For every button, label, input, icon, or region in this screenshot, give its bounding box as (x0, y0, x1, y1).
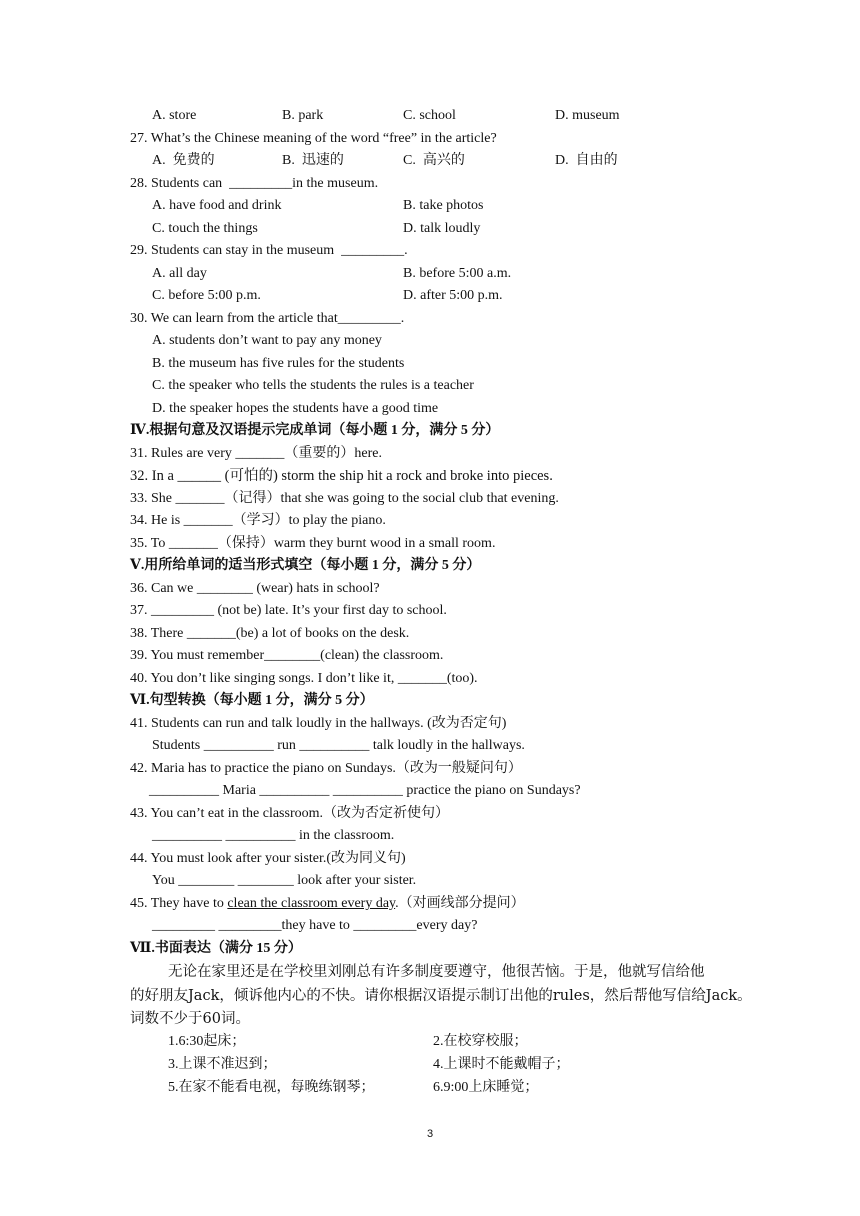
q30-option-b: B. the museum has five rules for the students (152, 356, 405, 371)
q30-option-a: A. students don’t want to pay any money (152, 333, 382, 348)
q27-stem: 27. What’s the Chinese meaning of the word “free” in the article? (130, 131, 497, 146)
writing-prompt-line-3: 词数不少于60词。 (130, 1011, 250, 1027)
q43: 43. You can’t eat in the classroom.（改为否定祈使句） (130, 806, 449, 821)
rule-4: 4.上课时不能戴帽子； (433, 1057, 570, 1072)
q44: 44. You must look after your sister.(改为同义句) (130, 851, 406, 866)
rule-6: 6.9:00上床睡觉； (433, 1080, 539, 1095)
section4-heading: Ⅳ.根据句意及汉语提示完成单词（每小题 1 分，满分 5 分） (130, 423, 500, 438)
q39: 39. You must remember________(clean) the classroom. (130, 648, 444, 663)
q35: 35. To _______（保持）warm they burnt wood in a small room. (130, 536, 496, 551)
page-number: 3 (426, 1128, 434, 1140)
q26-option-a: A. store (152, 108, 197, 123)
q28-option-b: B. take photos (403, 198, 484, 213)
q27-option-b: B. 迅速的 (282, 153, 344, 168)
q41: 41. Students can run and talk loudly in the hallways. (改为否定句) (130, 716, 507, 731)
q34: 34. He is _______（学习）to play the piano. (130, 513, 386, 528)
q40: 40. You don’t like singing songs. I don’t like it, _______(too). (130, 671, 478, 686)
q30-stem: 30. We can learn from the article that_________. (130, 311, 405, 326)
writing-prompt-line-1: 无论在家里还是在学校里刘刚总有许多制度要遵守，他很苦恼。于是，他就写信给他 (168, 964, 705, 980)
q45-suffix: .（对画线部分提问） (395, 896, 525, 911)
rule-2: 2.在校穿校服； (433, 1034, 528, 1049)
q42: 42. Maria has to practice the piano on Sundays.（改为一般疑问句） (130, 761, 522, 776)
q26-option-c: C. school (403, 108, 456, 123)
q32: 32. In a ______ (可怕的) storm the ship hit a rock and broke into pieces. (130, 468, 553, 484)
section6-heading: Ⅵ.句型转换（每小题 1 分，满分 5 分） (130, 693, 374, 708)
q28-option-c: C. touch the things (152, 221, 258, 236)
rule-3: 3.上课不准迟到； (168, 1057, 277, 1072)
writing-prompt-line-2: 的好朋友Jack，倾诉他内心的不快。请你根据汉语提示制订出他的rules，然后帮他写信给Jack。 (130, 988, 752, 1004)
q42-answer-line: __________ Maria __________ __________ practice the piano on Sundays? (149, 783, 581, 798)
q38: 38. There _______(be) a lot of books on the desk. (130, 626, 410, 641)
rule-1: 1.6:30起床； (168, 1034, 246, 1049)
q44-answer-line: You ________ ________ look after your sister. (152, 873, 417, 888)
q45-prefix: 45. They have to (130, 896, 228, 911)
q30-option-d: D. the speaker hopes the students have a good time (152, 401, 439, 416)
q37: 37. _________ (not be) late. It’s your first day to school. (130, 603, 447, 618)
q31: 31. Rules are very _______（重要的）here. (130, 446, 382, 461)
section7-heading: Ⅶ.书面表达（满分 15 分） (130, 941, 302, 956)
q27-option-d: D. 自由的 (555, 153, 618, 168)
q29-option-d: D. after 5:00 p.m. (403, 288, 503, 303)
q28-option-d: D. talk loudly (403, 221, 481, 236)
q30-option-c: C. the speaker who tells the students the rules is a teacher (152, 378, 474, 393)
q45-underlined-part: clean the classroom every day (227, 896, 396, 911)
q27-option-a: A. 免费的 (152, 153, 215, 168)
q36: 36. Can we ________ (wear) hats in school? (130, 581, 380, 596)
q29-option-b: B. before 5:00 a.m. (403, 266, 512, 281)
q28-option-a: A. have food and drink (152, 198, 282, 213)
q33: 33. She _______（记得）that she was going to the social club that evening. (130, 491, 559, 506)
q28-stem: 28. Students can _________in the museum. (130, 176, 379, 191)
section5-heading: Ⅴ.用所给单词的适当形式填空（每小题 1 分，满分 5 分） (130, 558, 481, 573)
q26-option-d: D. museum (555, 108, 620, 123)
q41-answer-line: Students __________ run __________ talk loudly in the hallways. (152, 738, 525, 753)
q45-answer-line: _________ _________they have to _________every day? (152, 918, 478, 933)
q26-option-b: B. park (282, 108, 324, 123)
q29-option-a: A. all day (152, 266, 207, 281)
rule-5: 5.在家不能看电视，每晚练钢琴； (168, 1080, 375, 1095)
q27-option-c: C. 高兴的 (403, 153, 465, 168)
q29-option-c: C. before 5:00 p.m. (152, 288, 261, 303)
q29-stem: 29. Students can stay in the museum _________. (130, 243, 408, 258)
q43-answer-line: __________ __________ in the classroom. (152, 828, 395, 843)
q45 (130, 894, 525, 914)
